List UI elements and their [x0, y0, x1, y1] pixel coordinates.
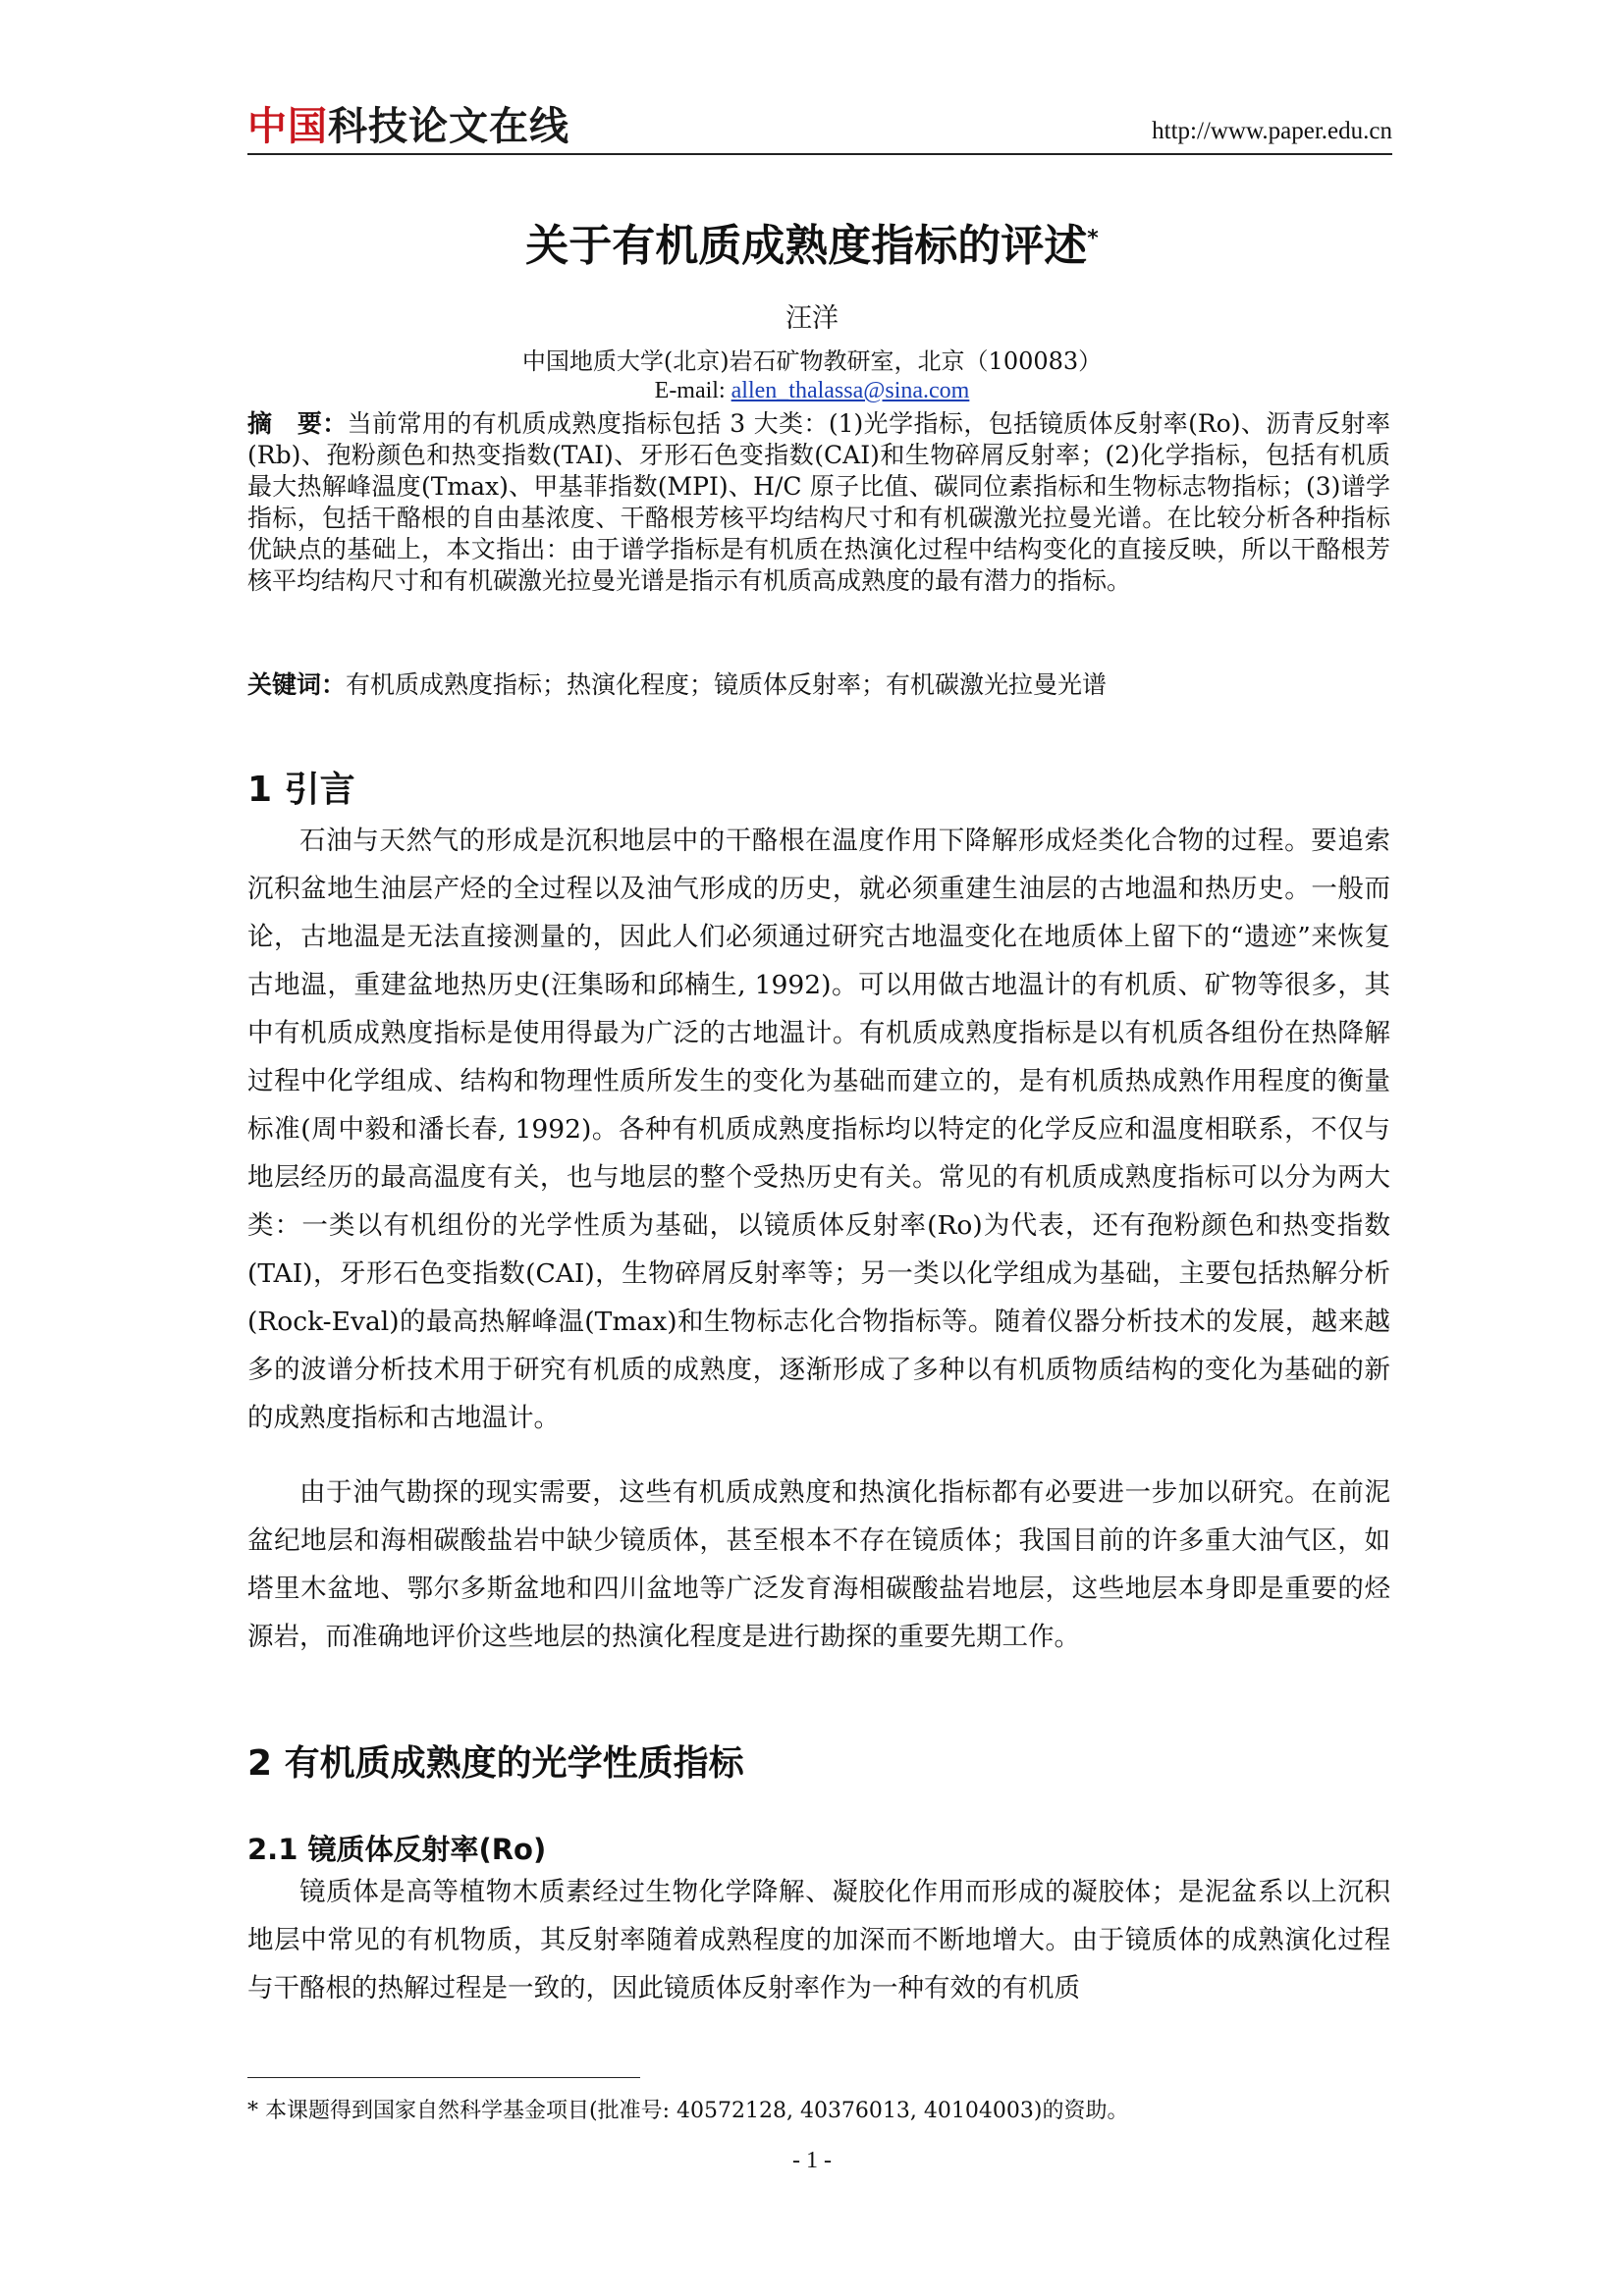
section-1-paragraph-1: 石油与天然气的形成是沉积地层中的干酪根在温度作用下降解形成烃类化合物的过程。要追索沉积盆地生油层产烃的全过程以及油气形成的历史，就必须重建生油层的古地温和热历史。一般而论，古地温是无法直接测量的，因此人们必须通过研究古地温变化在地质体上留下的“遗迹”来恢复古地温，重建盆地热历史(汪集旸和邱楠生, 1992)。可以用做古地温计的有机质、矿物等很多，其中有机质成熟度指标是使用得最为广泛的古地温计。有机质成熟度指标是以有机质各组份在热降解过程中化学组成、结构和物理性质所发生的变化为基础而建立的，是有机质热成熟作用程度的衡量标准(周中毅和潘长春, 1992)。各种有机质成熟度指标均以特定的化学反应和温度相联系，不仅与地层经历的最高温度有关，也与地层的整个受热历史有关。常见的有机质成熟度指标可以分为两大类：一类以有机组份的光学性质为基础，以镜质体反射率(Ro)为代表，还有孢粉颜色和热变指数(TAI)，牙形石色变指数(CAI)，生物碎屑反射率等；另一类以化学组成为基础，主要包括热解分析(Rock-Eval)的最高热解峰温(Tmax)和生物标志化合物指标等。随着仪器分析技术的发展，越来越多的波谱分析技术用于研究有机质的成熟度，逐渐形成了多种以有机质物质结构的变化为基础的新的成熟度指标和古地温计。: [247, 826, 1390, 1433]
logo-text-dark: 科技论文在线: [328, 104, 569, 149]
journal-logo: [247, 104, 601, 149]
section-2-1-heading: 2.1 镜质体反射率(Ro): [247, 1833, 547, 1866]
email-label: E-mail:: [654, 378, 731, 403]
author-name: 汪洋: [785, 303, 839, 334]
footnote: * 本课题得到国家自然科学基金项目(批准号: 40572128, 40376013, 40104003)的资助。: [247, 2099, 1129, 2123]
abstract-label: 摘 要：: [247, 409, 348, 438]
keywords-text: 有机质成熟度指标；热演化程度；镜质体反射率；有机碳激光拉曼光谱: [346, 670, 1108, 699]
abstract-text: 当前常用的有机质成熟度指标包括 3 大类：(1)光学指标，包括镜质体反射率(Ro)、沥青反射率(Rb)、孢粉颜色和热变指数(TAI)、牙形石色变指数(CAI)和生物碎屑反射率；(2)化学指标，包括有机质最大热解峰温度(Tmax)、甲基菲指数(MPI)、H/C 原子比值、碳同位素指标和生物标志物指标；(3)谱学指标，包括干酪根的自由基浓度、干酪根芳核平均结构尺寸和有机碳激光拉曼光谱。在比较分析各种指标优缺点的基础上，本文指出：由于谱学指标是有机质在热演化过程中结构变化的直接反映，所以干酪根芳核平均结构尺寸和有机碳激光拉曼光谱是指示有机质高成熟度的最有潜力的指标。: [247, 409, 1390, 595]
logo-text-red: 中国: [247, 104, 328, 149]
keywords: [247, 669, 1390, 701]
title-footnote-mark: *: [1087, 226, 1099, 251]
section-2-1-paragraph-1: 镜质体是高等植物木质素经过生物化学降解、凝胶化作用而形成的凝胶体；是泥盆系以上沉积地层中常见的有机物质，其反射率随着成熟程度的加深而不断地增大。由于镜质体的成熟演化过程与干酪根的热解过程是一致的，因此镜质体反射率作为一种有效的有机质: [247, 1877, 1390, 2003]
email-link[interactable]: allen_thalassa@sina.com: [731, 378, 970, 403]
header-url[interactable]: http://www.paper.edu.cn: [1152, 118, 1392, 144]
section-2-heading: 2 有机质成熟度的光学性质指标: [247, 1743, 744, 1784]
page-number: - 1 -: [792, 2148, 832, 2173]
author-affiliation: 中国地质大学(北京)岩石矿物教研室，北京（100083）: [521, 347, 1103, 375]
author-email-line: [0, 378, 1624, 404]
title-text: 关于有机质成熟度指标的评述: [525, 221, 1088, 271]
paper-title: [0, 210, 1624, 273]
footnote-divider: [247, 2077, 640, 2078]
abstract: [247, 408, 1390, 597]
header-divider: [247, 153, 1392, 155]
section-1-paragraph-2: 由于油气勘探的现实需要，这些有机质成熟度和热演化指标都有必要进一步加以研究。在前泥盆纪地层和海相碳酸盐岩中缺少镜质体，甚至根本不存在镜质体；我国目前的许多重大油气区，如塔里木盆地、鄂尔多斯盆地和四川盆地等广泛发育海相碳酸盐岩地层，这些地层本身即是重要的烃源岩，而准确地评价这些地层的热演化程度是进行勘探的重要先期工作。: [247, 1477, 1390, 1652]
keywords-label: 关键词：: [247, 670, 347, 699]
section-1-heading: 1 引言: [247, 770, 355, 810]
